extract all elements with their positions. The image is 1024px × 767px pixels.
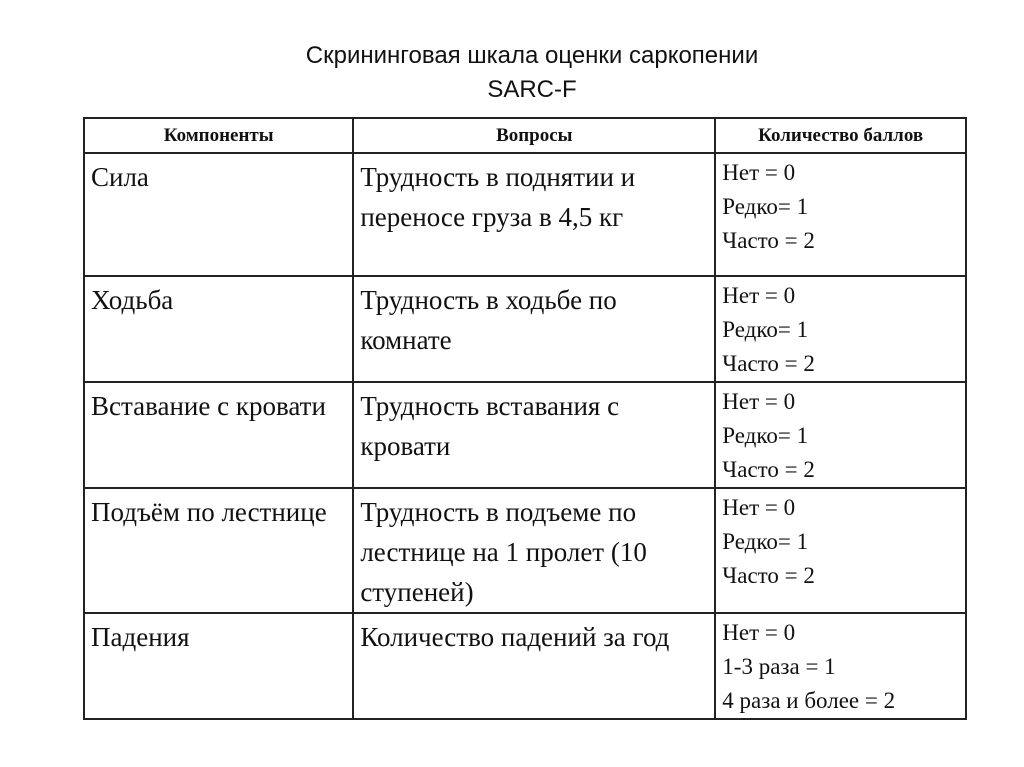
score-option: Нет = 0 xyxy=(722,160,796,185)
scores-cell xyxy=(715,276,966,382)
page-subtitle: SARC-F xyxy=(487,76,577,103)
sarc-f-table xyxy=(83,117,967,720)
score-option: Нет = 0 xyxy=(722,283,796,308)
score-option: Часто = 2 xyxy=(722,457,815,482)
table-row xyxy=(84,276,966,382)
question-cell: Трудность в поднятии и переносе груза в 4,5 кг xyxy=(353,153,715,276)
table-row xyxy=(84,382,966,488)
score-option: 4 раза и более = 2 xyxy=(722,688,896,713)
score-option: Редко= 1 xyxy=(722,529,809,554)
table-row xyxy=(84,153,966,276)
score-option: Часто = 2 xyxy=(722,351,815,376)
scores-cell xyxy=(715,488,966,613)
component-cell: Подъём по лестнице xyxy=(84,488,353,613)
question-cell: Трудность в ходьбе по комнате xyxy=(353,276,715,382)
column-header-questions: Вопросы xyxy=(353,118,715,153)
score-option: Нет = 0 xyxy=(722,495,796,520)
table-row xyxy=(84,613,966,719)
score-option: Часто = 2 xyxy=(722,563,815,588)
score-option: Нет = 0 xyxy=(722,389,796,414)
question-cell: Трудность в подъеме по лестнице на 1 пролет (10 ступеней) xyxy=(353,488,715,613)
score-option: Редко= 1 xyxy=(722,317,809,342)
table-header-row xyxy=(84,118,966,153)
page-title: Скрининговая шкала оценки саркопении xyxy=(305,42,759,69)
score-option: Редко= 1 xyxy=(722,423,809,448)
table-row xyxy=(84,488,966,613)
scores-cell xyxy=(715,153,966,276)
component-cell: Сила xyxy=(84,153,353,276)
score-option: Редко= 1 xyxy=(722,194,809,219)
score-option: Часто = 2 xyxy=(722,228,815,253)
column-header-scores: Количество баллов xyxy=(715,118,966,153)
component-cell: Вставание с кровати xyxy=(84,382,353,488)
component-cell: Ходьба xyxy=(84,276,353,382)
score-option: Нет = 0 xyxy=(722,620,796,645)
question-cell: Трудность вставания с кровати xyxy=(353,382,715,488)
score-option: 1-3 раза = 1 xyxy=(722,654,836,679)
component-cell: Падения xyxy=(84,613,353,719)
column-header-components: Компоненты xyxy=(84,118,353,153)
scores-cell xyxy=(715,613,966,719)
question-cell: Количество падений за год xyxy=(353,613,715,719)
scores-cell xyxy=(715,382,966,488)
